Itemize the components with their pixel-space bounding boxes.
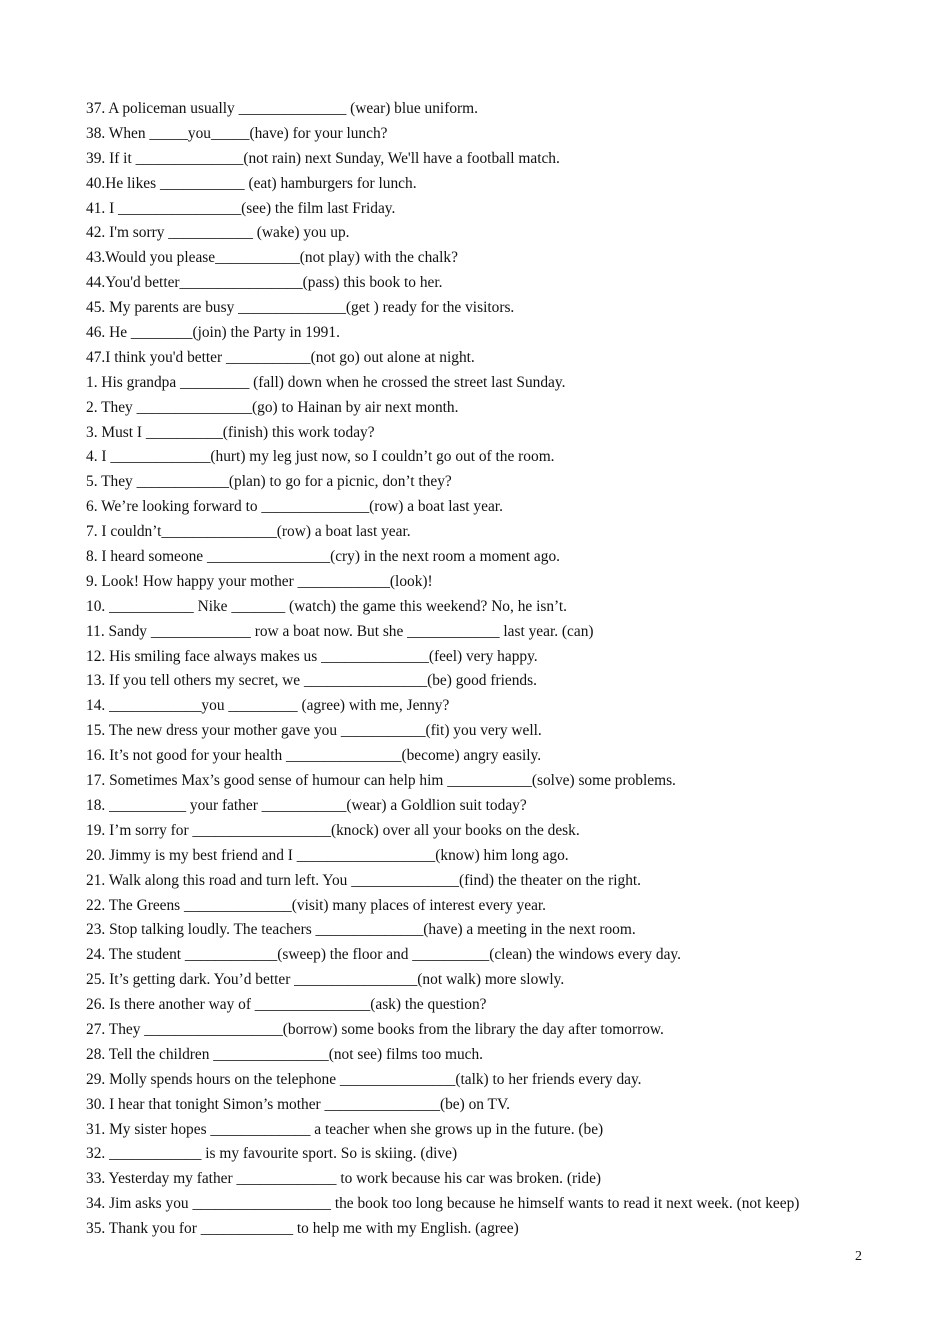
exercise-line: 34. Jim asks you __________________ the book too long because he himself wants to read it next week. (not keep) (86, 1195, 800, 1213)
exercise-line: 23. Stop talking loudly. The teachers ______________(have) a meeting in the next room. (86, 921, 636, 939)
exercise-line: 27. They __________________(borrow) some books from the library the day after tomorrow. (86, 1020, 664, 1038)
exercise-line: 10. ___________ Nike _______ (watch) the game this weekend? No, he isn’t. (86, 597, 568, 615)
exercise-line: 42. I'm sorry ___________ (wake) you up. (86, 224, 350, 242)
exercise-line: 9. Look! How happy your mother ____________(look)! (86, 572, 433, 590)
exercise-line: 22. The Greens ______________(visit) many places of interest every year. (86, 896, 547, 914)
exercise-list (86, 97, 886, 1242)
exercise-line: 24. The student ____________(sweep) the floor and __________(clean) the windows every day. (86, 946, 681, 964)
exercise-line: 29. Molly spends hours on the telephone _______________(talk) to her friends every day. (86, 1070, 642, 1088)
exercise-line: 18. __________ your father ___________(wear) a Goldlion suit today? (86, 796, 527, 814)
exercise-line: 35. Thank you for ____________ to help me with my English. (agree) (86, 1220, 519, 1238)
exercise-line: 2. They _______________(go) to Hainan by air next month. (86, 398, 459, 416)
exercise-line: 3. Must I __________(finish) this work today? (86, 423, 375, 441)
exercise-line: 33. Yesterday my father _____________ to work because his car was broken. (ride) (86, 1170, 602, 1188)
exercise-line: 15. The new dress your mother gave you ___________(fit) you very well. (86, 722, 542, 740)
exercise-line: 32. ____________ is my favourite sport. So is skiing. (dive) (86, 1145, 458, 1163)
exercise-line: 25. It’s getting dark. You’d better ________________(not walk) more slowly. (86, 971, 565, 989)
exercise-line: 8. I heard someone ________________(cry) in the next room a moment ago. (86, 548, 561, 566)
exercise-line: 14. ____________you _________ (agree) with me, Jenny? (86, 697, 450, 715)
page-number: 2 (855, 1249, 862, 1264)
exercise-line: 45. My parents are busy ______________(get ) ready for the visitors. (86, 299, 515, 317)
exercise-line: 7. I couldn’t_______________(row) a boat last year. (86, 523, 411, 541)
exercise-line: 44.You'd better________________(pass) this book to her. (86, 274, 443, 292)
exercise-line: 43.Would you please___________(not play) with the chalk? (86, 249, 458, 267)
exercise-line: 12. His smiling face always makes us ______________(feel) very happy. (86, 647, 538, 665)
exercise-line: 4. I _____________(hurt) my leg just now, so I couldn’t go out of the room. (86, 448, 555, 466)
exercise-line: 28. Tell the children _______________(not see) films too much. (86, 1045, 484, 1063)
exercise-line: 11. Sandy _____________ row a boat now. But she ____________ last year. (can) (86, 622, 594, 640)
exercise-line: 19. I’m sorry for __________________(knock) over all your books on the desk. (86, 821, 580, 839)
exercise-line: 37. A policeman usually ______________ (wear) blue uniform. (86, 100, 478, 117)
exercise-line: 30. I hear that tonight Simon’s mother _______________(be) on TV. (86, 1095, 510, 1113)
exercise-line: 40.He likes ___________ (eat) hamburgers for lunch. (86, 174, 417, 192)
exercise-line: 38. When _____you_____(have) for your lunch? (86, 124, 388, 142)
exercise-line: 6. We’re looking forward to ______________(row) a boat last year. (86, 498, 503, 516)
exercise-line: 26. Is there another way of _______________(ask) the question? (86, 996, 487, 1014)
exercise-line: 20. Jimmy is my best friend and I __________________(know) him long ago. (86, 846, 569, 864)
exercise-line: 1. His grandpa _________ (fall) down when he crossed the street last Sunday. (86, 373, 566, 391)
exercise-line: 47.I think you'd better ___________(not go) out alone at night. (86, 348, 475, 366)
exercise-line: 39. If it ______________(not rain) next Sunday, We'll have a football match. (86, 149, 560, 167)
exercise-line: 16. It’s not good for your health _______________(become) angry easily. (86, 747, 542, 765)
exercise-line: 17. Sometimes Max’s good sense of humour can help him ___________(solve) some problems. (86, 772, 676, 790)
exercise-line: 31. My sister hopes _____________ a teacher when she grows up in the future. (be) (86, 1120, 604, 1138)
exercise-line: 46. He ________(join) the Party in 1991. (86, 324, 340, 342)
exercise-line: 5. They ____________(plan) to go for a picnic, don’t they? (86, 473, 452, 491)
exercise-line: 13. If you tell others my secret, we ________________(be) good friends. (86, 672, 537, 690)
exercise-line: 21. Walk along this road and turn left. You ______________(find) the theater on the right. (86, 871, 642, 889)
exercise-line: 41. I ________________(see) the film last Friday. (86, 199, 396, 217)
